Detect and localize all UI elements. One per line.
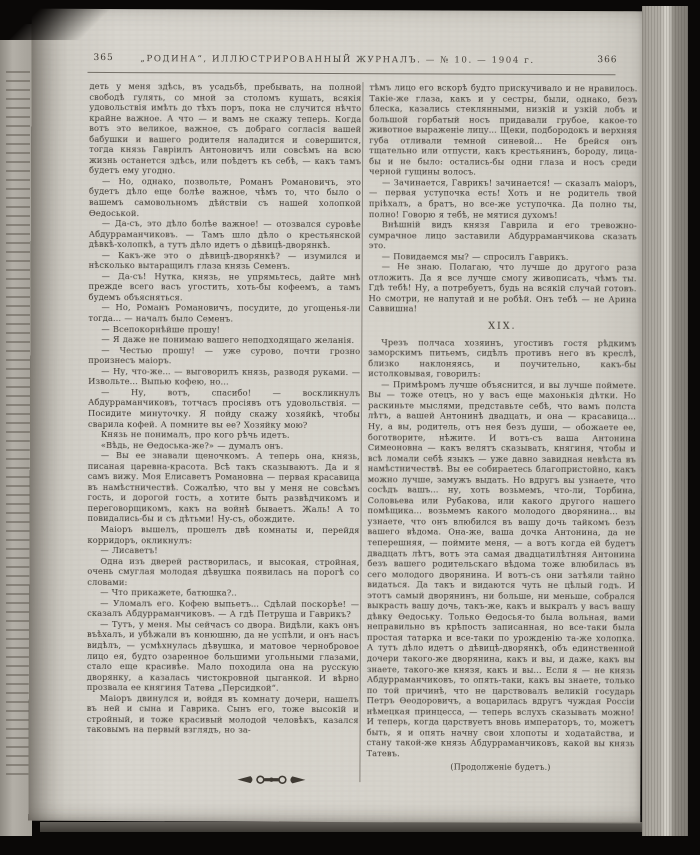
paragraph: — Я даже не понимаю вашего неподходящаго желанія.: [101, 334, 355, 346]
right-column-part2: [367, 337, 637, 760]
paragraph: — Лисаветъ!: [100, 545, 158, 556]
paragraph: — Но, Романъ Романовичъ, посудите, до угощенья-ли тогда... — началъ было Семенъ.: [88, 302, 361, 324]
page-number-left: 365: [93, 52, 114, 64]
chapter-heading: XIX.: [488, 320, 517, 332]
corner-shadow: [0, 0, 120, 40]
paragraph: Чрезъ полчаса хозяинъ, угостивъ гостя рѣдкимъ заморскимъ питьемъ, сидѣлъ противъ него въ креслѣ, близко наклоняясь, и поучительно, какъ-бы истолковывая, говорилъ:: [368, 336, 637, 379]
bottom-page-stack: [40, 822, 642, 832]
paragraph: «Вѣдь, не Ѳедоська-же?» — думалъ онъ.: [100, 439, 284, 451]
paragraph: Маіоръ двинулся и, войдя въ комнату дочери, нашелъ въ ней и сына и Гаврика. Сынъ его, тоже высокій и стройный, и тоже красивый молодой человѣкъ, казался таковымъ на первый взглядъ, но за-: [86, 692, 359, 735]
paragraph: — Ну, что-же... — выговорилъ князь, разводя руками. — Извольте... Выпью кофею, но...: [88, 365, 361, 387]
paragraph: Внѣшній видъ князя Гаврила и его тревожно-сумрачное лицо заставили Абдурраманчикова сказать это.: [368, 219, 637, 251]
paragraph: — Вы ее знавали щеночкомъ. А теперь она, князь, писаная царевна-красота. Всѣ такъ сказываютъ. Да и я самъ вижу. Моя Елисаветъ Романовна — первая красавица въ намѣстничествѣ. Сожалѣю, что вы у меня не совсѣмъ гость, и дорогой гость, а хотите быть развѣдчикомъ и переговорщикомъ, какъ на войнѣ бываетъ. Жаль! А то повидались-бы и съ дѣтьми! Ну-съ, обождите.: [87, 450, 360, 525]
journal-title: „РОДИНА“, ИЛЛЮСТРИРОВАННЫЙ ЖУРНАЛЪ. — № 10. — 1904 г.: [140, 54, 535, 66]
paragraph: — Да-съ, это дѣло болѣе важное! — отозвался суровѣе Абдурраманчиковъ. — Тамъ шло дѣло о крестьянской дѣвкѣ-холопкѣ, а тутъ дѣло идетъ о дѣвицѣ-дворянкѣ.: [88, 218, 361, 251]
paragraph: — Повидаемся мы? — спросилъ Гаврикъ.: [381, 250, 569, 262]
left-text-column: [86, 81, 361, 798]
paragraph: — Честью прошу! — уже сурово, почти грозно произнесъ маіоръ.: [88, 344, 361, 366]
page-number-right: 366: [597, 55, 618, 66]
paragraph: тѣмъ лицо его вскорѣ будто прискучивало и не нравилось. Такіе-же глаза, какъ и у сестры, были, однако, безъ блеска, казались стеклянными, низкій и узкій лобъ и большой горбатый носъ придавали грубое, какое-то животное выраженіе лицу... Щеки, подбородокъ и верхняя губа отливали темной синевой... Не брейся онъ тщательно или отпусти, какъ крестьянинъ, бороду, лица-бы и не было: остались-бы одни глаза и носъ среди черной гущины волосъ.: [369, 82, 638, 177]
paragraph: — Какъ-же это о дѣвицѣ-дворянкѣ? — изумился и нѣсколько вытаращилъ глаза князь Семенъ.: [88, 249, 361, 272]
running-head: [32, 53, 644, 72]
paragraph: Князь не понималъ, про кого рѣчь идетъ.: [100, 429, 290, 440]
book-fore-edge: [642, 6, 688, 836]
paragraph: — Примѣромъ лучше объяснится, и вы лучше поймете. Вы — тоже отецъ, но у васъ еще махонькія дѣтки. Но раскиньте мыслями, представьте себѣ, что вамъ полста лѣтъ, а вашей Антонинѣ двадцать, и она — красавица... Ну, а вы, родитель, отъ нея безъ души, — обожаете ее, боготворите, нѣжите. И вотъ-съ ваша Антонина Симеоновна — какъ велятъ сказывать, княгиня, чтобы и всѣ ломали себѣ языкъ — уже давно завидная невѣста въ намѣстничествѣ. Вы ее собираетесь благопристойно, какъ можно лучше, замужъ выдать. Но вдругъ вы узнаете, что сосѣдъ вашъ... ну, хоть возьмемъ, что-ли, Торбина, Соловьева или Рубакова, или какого другого нашего помѣщика... возьмемъ какого молодого дворянина... вы узнаете, что онъ влюбился въ вашу дочь тайкомъ безъ вашего вѣдома. Она-же, ваша дочка Антонина, да не теперешняя, — поймите меня, — а вотъ когда ей будетъ двадцать лѣтъ, вотъ эта самая двадцатилѣтняя Антонина безъ вашего родительскаго вѣдома тоже влюбилась въ сего молодого дворянина. И вотъ-съ они затѣяли тайно видаться. Да такъ и видаются чуть не цѣлый годъ. И этотъ самый дворянинъ, ни больше, ни меньше, собрался выкрасть вашу дочь, такъ-же, какъ и выкралъ у васъ вашу дѣвку Ѳедоську. Только Ѳедосья-то была вольная, вами неправильно въ крѣпость записанная, но все-таки была простая татарка и все-таки по урожденію та-же холопка. А тутъ дѣло идетъ о дѣвицѣ-дворянкѣ, объ единственной дочери такого-же дворянина, какъ и вы, и даже, какъ вы знаете, такого-же князя, какъ и вы... Если я — не князь Абдурраманчиковъ, то опять-таки, какъ вы знаете, только по той причинѣ, что не царствовалъ великій государь Петръ Ѳеодоровичъ, а воцарилась вдругъ чуждая Россіи нѣмецкая принцесса, — теперь вслухъ сказывать можно! И теперь, когда царствуетъ вновь императоръ, то, можетъ быть, я и опять начну свои хлопоты и ходатайства, и стану такой-же князь Абдурраманчиковъ, какой вы князь Татевъ.: [366, 378, 637, 759]
section-divider-ornament-icon: [236, 774, 306, 786]
paragraph: — Уломалъ его. Кофею выпьетъ... Сдѣлай поскорѣе! — сказалъ Абдурраманчиковъ. — А гдѣ Петруша и Гаврикъ?: [87, 597, 360, 620]
scanned-page: [28, 9, 644, 824]
paragraph: — Да-съ! Нутка, князь, не упрямьтесь, дайте мнѣ прежде всего васъ угостить, хоть-бы кофеемъ, а тамъ будемъ объясняться.: [88, 270, 361, 303]
paragraph: — Всепокорнѣйше прошу!: [101, 323, 221, 335]
paragraph: — Ну, вотъ, спасибо! — воскликнулъ Абдурраманчиковъ, тотчасъ просіявъ отъ удовольствія. — Посидите минуточку. Я пойду скажу хозяйкѣ, чтобы сварила кофей. А помните вы ее? Хозяйку мою?: [87, 386, 361, 430]
paragraph: Маіоръ вышелъ, прошелъ двѣ комнаты и, перейдя корридоръ, окликнулъ:: [87, 523, 360, 545]
paragraph: — Зачинается, Гаврикъ! зачинается! — сказалъ маіоръ, — первая уступочка есть! Хоть и не родитель твой пріѣхалъ, а братъ, но все-же уступочка. Да полно ты, полно! Говорю я тебѣ, не мятися духомъ!: [368, 177, 638, 220]
previous-page-edge: [0, 24, 32, 836]
paragraph: — Не знаю. Полагаю, что лучше до другого раза отложить. Да я все лучше смогу живописать, чѣмъ ты. Гдѣ тебѣ! Ну, а потребуетъ, будь на всякій случай готовъ. Но смотри, не напутай и не робѣй. Онъ тебѣ — не Арина Саввишна!: [368, 261, 637, 314]
continuation-note: (Продолженіе будетъ.): [450, 761, 551, 773]
right-text-column: [366, 82, 637, 799]
paragraph: — Тутъ, у меня. Мы сейчасъ со двора. Видѣли, какъ онъ въѣхалъ, и убѣжали въ конюшню, да не успѣли, и онъ насъ видѣлъ, — усмѣхнулась дѣвушка, и матовое чернобровое лицо ея, будто озаренное большими угольными глазами, стало еще красивѣе. Мало походила она на русскую дворянку, а казалась чистокровной цыганкой. И вѣрно прозвала ее княгиня Татева „Персидкой“.: [86, 618, 360, 693]
paragraph: — Но, однако, позвольте, Романъ Романовичъ, это будетъ дѣло еще болѣе важное, чѣмъ то, что было о вашемъ самовольномъ дѣйствіи съ нашей холопкой Ѳедоськой.: [88, 175, 362, 218]
right-column-part1: [368, 82, 637, 315]
header-rule: [87, 72, 615, 75]
paragraph: — Что прикажете, батюшка?..: [100, 587, 237, 598]
paragraph: деть у меня здѣсь, въ усадьбѣ, пребывать, на полной свободѣ гулять, со мной за столомъ кушать, всякія удовольствія имѣть до тѣхъ поръ, пока не случится нѣчто крайне важное. А что — и вамъ не скажу теперь. Когда вотъ это великое, важное, съ добраго согласія вашей бабушки и вашего родителя наладится и совершится, тогда князь Гавріилъ Антоновичъ или совсѣмъ на всю жизнь останется здѣсь, или поѣдетъ къ себѣ, — какъ тамъ будетъ ему угодно.: [89, 80, 362, 176]
paragraph: Одна изъ дверей растворилась, и высокая, стройная, очень смуглая молодая дѣвушка появилась на порогѣ со словами:: [87, 555, 360, 587]
